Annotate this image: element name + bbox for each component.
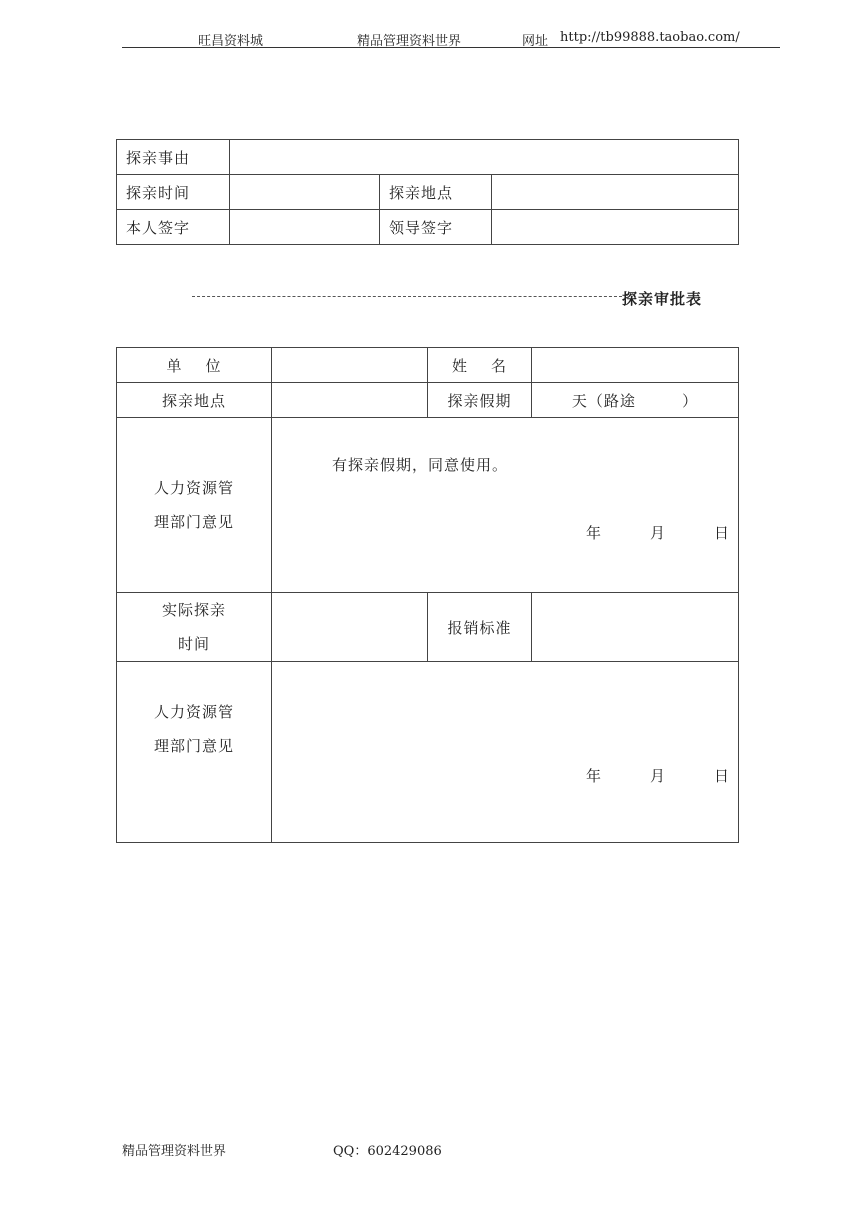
hr-opinion2-label <box>117 662 272 843</box>
name-label: 姓 名 <box>428 348 532 383</box>
hr-opinion2-label-line1: 人力资源管 <box>153 703 234 721</box>
reimburse-field[interactable] <box>532 593 739 662</box>
date-month: 月 <box>649 524 666 542</box>
hr-opinion-date <box>586 522 730 543</box>
title-dashes <box>192 296 622 297</box>
reimburse-label: 报销标准 <box>428 593 532 662</box>
reason-label: 探亲事由 <box>117 140 230 175</box>
header-site-label: 网址 <box>522 34 549 49</box>
visit-place-field[interactable] <box>272 383 428 418</box>
leader-sign-label: 领导签字 <box>380 210 492 245</box>
header-shop-name: 旺昌资料城 <box>198 34 264 49</box>
self-sign-field[interactable] <box>230 210 380 245</box>
unit-field[interactable] <box>272 348 428 383</box>
time-field[interactable] <box>230 175 380 210</box>
page-header <box>0 30 868 48</box>
hr-opinion-label-line2: 理部门意见 <box>153 513 234 531</box>
header-rule <box>122 47 780 48</box>
date-day: 日 <box>713 767 730 785</box>
actual-time-label-line2: 时间 <box>177 635 210 653</box>
reason-field[interactable] <box>230 140 739 175</box>
approval-title: 探亲审批表 <box>622 290 703 308</box>
date-day: 日 <box>713 524 730 542</box>
leader-sign-field[interactable] <box>492 210 739 245</box>
page-footer <box>0 1140 868 1158</box>
self-sign-label: 本人签字 <box>117 210 230 245</box>
approval-table <box>116 347 739 843</box>
unit-label: 单 位 <box>117 348 272 383</box>
date-year: 年 <box>585 524 602 542</box>
date-year: 年 <box>585 767 602 785</box>
date-month: 月 <box>649 767 666 785</box>
hr-opinion-field[interactable] <box>272 418 739 593</box>
footer-qq: QQ：602429086 <box>333 1144 442 1159</box>
header-site-url[interactable]: http://tb99888.taobao.com/ <box>560 30 740 45</box>
vacation-field[interactable]: 天（路途 ） <box>532 383 739 418</box>
time-label: 探亲时间 <box>117 175 230 210</box>
hr-opinion-label-line1: 人力资源管 <box>153 479 234 497</box>
vacation-label: 探亲假期 <box>428 383 532 418</box>
visit-place-label: 探亲地点 <box>117 383 272 418</box>
hr-opinion2-date <box>586 765 730 786</box>
place-label: 探亲地点 <box>380 175 492 210</box>
hr-opinion-text: 有探亲假期，同意使用。 <box>332 456 509 474</box>
actual-time-label <box>117 593 272 662</box>
hr-opinion2-field[interactable] <box>272 662 739 843</box>
header-world-name: 精品管理资料世界 <box>357 34 462 49</box>
place-field[interactable] <box>492 175 739 210</box>
approval-title-line <box>192 288 712 308</box>
actual-time-field[interactable] <box>272 593 428 662</box>
visit-info-table <box>116 139 739 245</box>
actual-time-label-line1: 实际探亲 <box>161 601 226 619</box>
footer-world-name: 精品管理资料世界 <box>122 1144 227 1159</box>
name-field[interactable] <box>532 348 739 383</box>
hr-opinion2-label-line2: 理部门意见 <box>153 737 234 755</box>
hr-opinion-label <box>117 418 272 593</box>
